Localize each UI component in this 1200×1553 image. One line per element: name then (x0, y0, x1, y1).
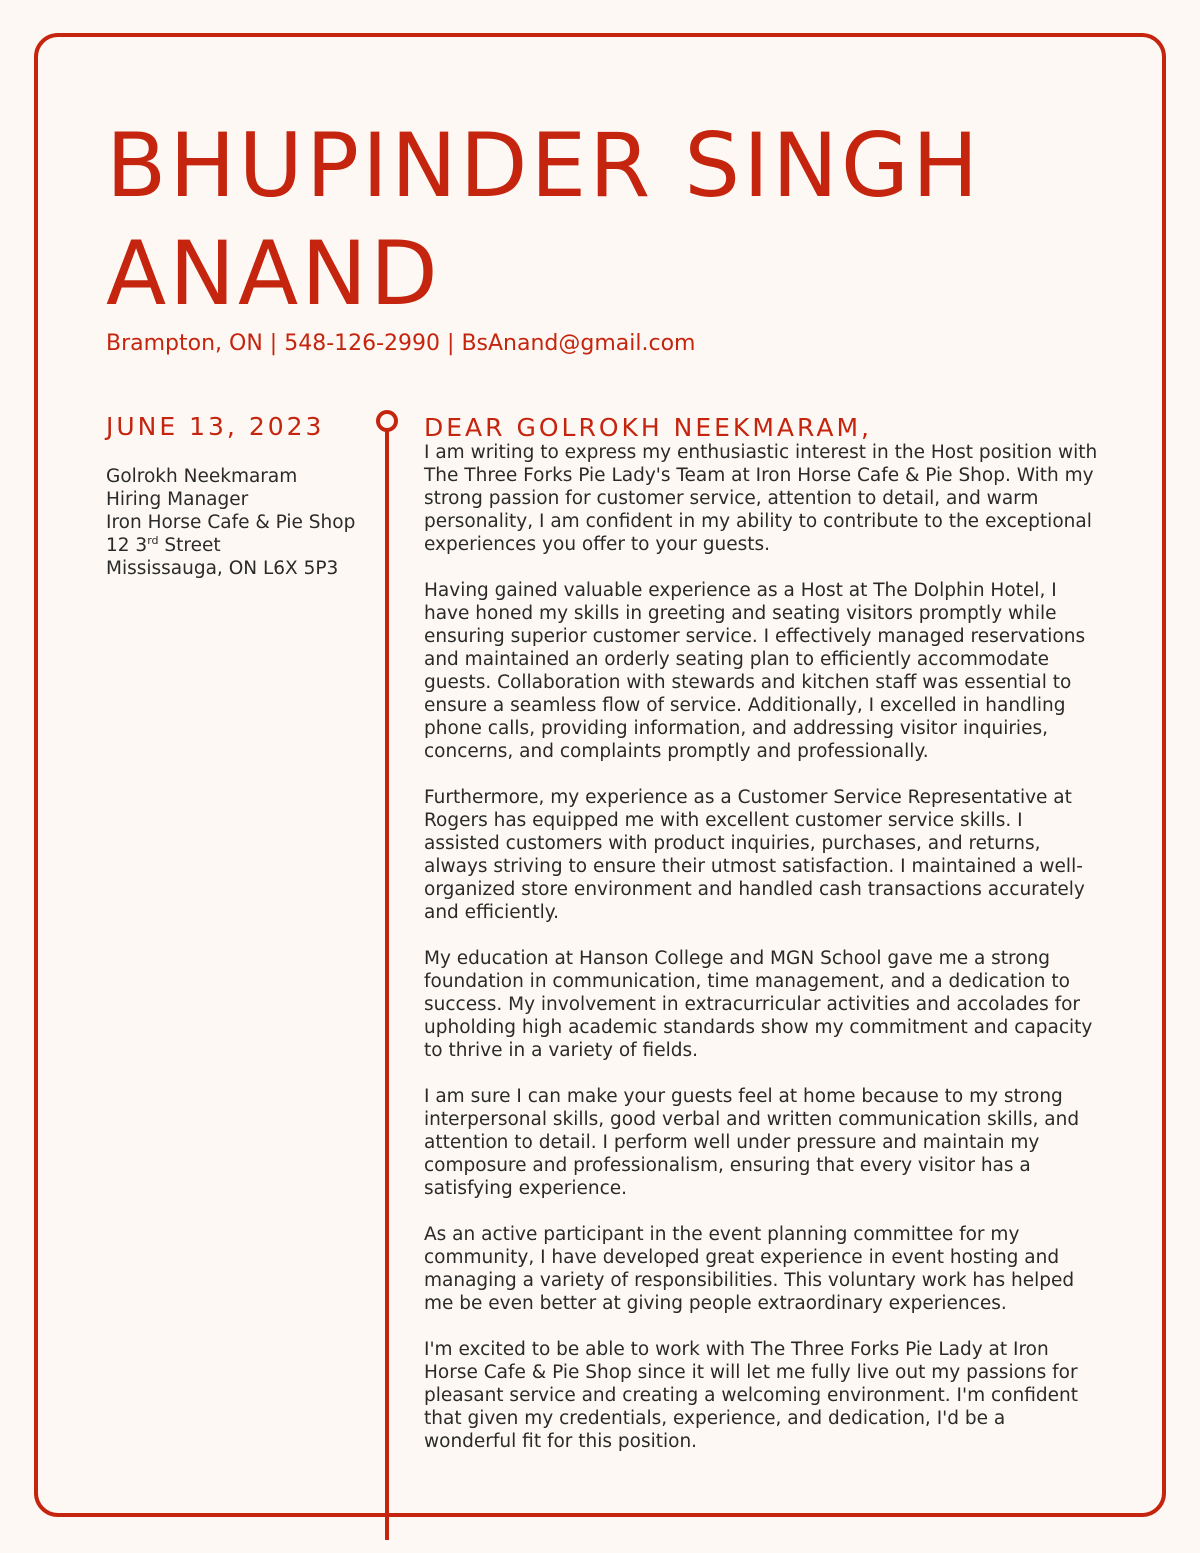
street-ordinal: rd (147, 533, 159, 547)
recipient-street (106, 534, 366, 557)
recipient-city: Mississauga, ON L6X 5P3 (106, 558, 339, 579)
street-number: 12 3 (106, 535, 148, 556)
salutation: DEAR GOLROKH NEEKMARAM, (424, 413, 872, 442)
recipient-company: Iron Horse Cafe & Pie Shop (106, 512, 356, 533)
body-paragraph: I'm excited to be able to work with The Three Forks Pie Lady at Iron Horse Cafe & Pie Shop since it will let me fully live out my passions for pleasant service and creating a welcoming environment. I'm confident that given my credentials, experience, and dedication, I'd be a wonderful fit for this position. (424, 1339, 1078, 1452)
recipient-block (106, 465, 366, 580)
contact-line: Brampton, ON | 548-126-2990 | BsAnand@gmail.com (106, 331, 696, 356)
body-paragraph: As an active participant in the event planning committee for my community, I have developed great experience in event hosting and managing a variety of responsibilities. This voluntary work has helped me be even better at giving people extraordinary experiences. (424, 1224, 1075, 1314)
body-paragraph: I am sure I can make your guests feel at home because to my strong interpersonal skills, good verbal and written communication skills, and attention to detail. I perform well under pressure and maintain my composure and professionalism, ensuring that every visitor has a satisfying experience. (424, 1086, 1080, 1199)
letter-date: JUNE 13, 2023 (106, 412, 325, 441)
recipient-name: Golrokh Neekmaram (106, 466, 298, 487)
recipient-title: Hiring Manager (106, 489, 249, 510)
body-paragraph: Furthermore, my experience as a Customer Service Representative at Rogers has equipped me with excellent customer service skills. I assisted customers with product inquiries, purchases, and returns, always striving to ensure their utmost satisfaction. I maintained a well-organized store environment and handled cash transactions accurately and efficiently. (424, 787, 1085, 923)
letter-body (424, 441, 1100, 1476)
body-paragraph: My education at Hanson College and MGN School gave me a strong foundation in communication, time management, and a dedication to success. My involvement in extracurricular activities and accolades for upholding high academic standards show my commitment and capacity to thrive in a variety of fields. (424, 948, 1093, 1061)
body-paragraph: Having gained valuable experience as a Host at The Dolphin Hotel, I have honed my skills in greeting and seating visitors promptly while ensuring superior customer service. I effectively managed reservations and maintained an orderly seating plan to efficiently accommodate guests. Collaboration with stewards and kitchen staff was essential to ensure a seamless flow of service. Additionally, I excelled in handling phone calls, providing information, and addressing visitor inquiries, concerns, and complaints promptly and professionally. (424, 580, 1086, 762)
timeline-divider (385, 430, 389, 1540)
applicant-name: BHUPINDER SINGH ANAND (106, 114, 982, 325)
timeline-dot-icon (376, 410, 398, 432)
street-name: Street (158, 535, 221, 556)
body-paragraph: I am writing to express my enthusiastic interest in the Host position with The Three Forks Pie Lady's Team at Iron Horse Cafe & Pie Shop. With my strong passion for customer service, attention to detail, and warm personality, I am confident in my ability to contribute to the exceptional experiences you offer to your guests. (424, 442, 1098, 555)
